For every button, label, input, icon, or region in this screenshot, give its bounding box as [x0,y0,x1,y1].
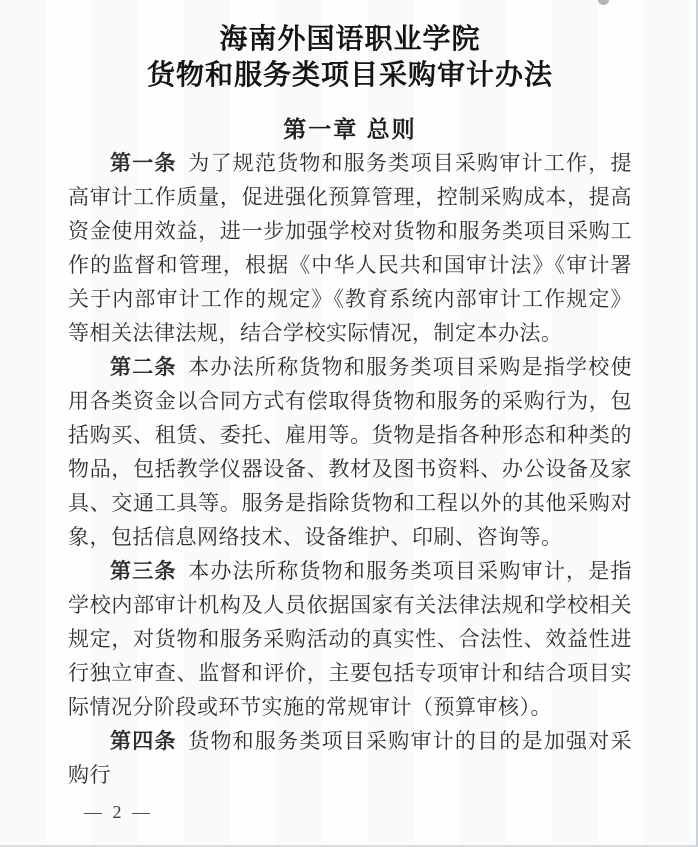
paragraph-article-1 [68,146,632,350]
document-title [68,22,632,94]
article-number-label: 第四条 [110,729,177,753]
article-number-label: 第一条 [110,151,177,175]
document-title-line1: 海南外国语职业学院 [219,24,481,55]
article-number-label: 第二条 [110,355,177,379]
paragraph-text: 货物和服务类项目采购审计的目的是加强对采购行 [68,729,633,787]
paragraph-article-2 [68,350,632,554]
document-body [68,146,632,792]
paragraph-text: 为了规范货物和服务类项目采购审计工作，提高审计工作质量，促进强化预算管理，控制采购成本，提高资金使用效益，进一步加强学校对货物和服务类项目采购工作的监督和管理，根据《中华人民共和国审计法》《审计署关于内部审计工作的规定》《教育系统内部审计工作规定》等相关法律法规，结合学校实际情况，制定本办法。 [68,151,633,345]
paragraph-text: 本办法所称货物和服务类项目采购是指学校使用各类资金以合同方式有偿取得货物和服务的采购行为，包括购买、租赁、委托、雇用等。货物是指各种形态和种类的物品，包括教学仪器设备、教材及图书资料、办公设备及家具、交通工具等。服务是指除货物和工程以外的其他采购对象，包括信息网络技术、设备维护、印刷、咨询等。 [68,355,633,549]
paragraph-text: 本办法所称货物和服务类项目采购审计，是指学校内部审计机构及人员依据国家有关法律法规和学校相关规定，对货物和服务采购活动的真实性、合法性、效益性进行独立审查、监督和评价，主要包括专项审计和结合项目实际情况分阶段或环节实施的常规审计（预算审核）。 [68,559,633,719]
chapter-heading: 第一章 总则 [283,116,417,142]
page-number: — 2 — [84,802,153,822]
scan-artifact-speck [598,0,609,5]
paragraph-article-4 [68,724,632,792]
article-number-label: 第三条 [110,559,177,583]
document-title-line2: 货物和服务类项目采购审计办法 [146,60,553,91]
paragraph-article-3 [68,554,632,724]
